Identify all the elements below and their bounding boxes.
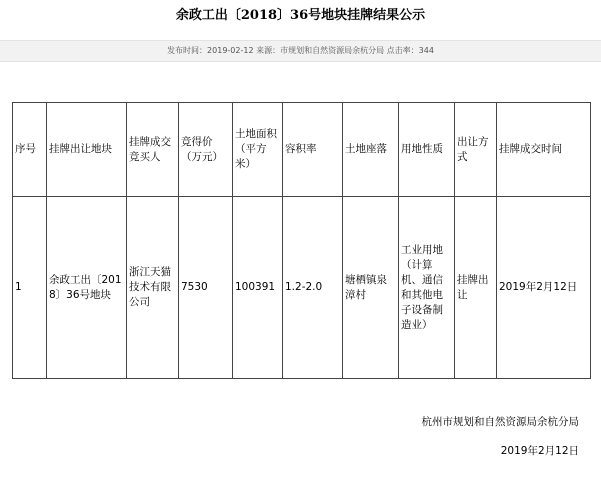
cell-location: 塘栖镇泉漳村 — [343, 197, 399, 379]
cell-use: 工业用地（计算机、通信和其他电子设备制造业） — [399, 197, 455, 379]
cell-price: 7530 — [179, 197, 233, 379]
cell-date: 2019年2月12日 — [497, 197, 591, 379]
results-table — [12, 102, 591, 379]
cell-parcel: 余政工出〔2018〕36号地块 — [47, 197, 127, 379]
col-header-method: 出让方式 — [455, 103, 497, 197]
col-header-date: 挂牌成交时间 — [497, 103, 591, 197]
col-header-far: 容积率 — [283, 103, 343, 197]
publish-meta: 发布时间：2019-02-12 来源：市规划和自然资源局余杭分局 点击率：344 — [0, 40, 601, 62]
page-title: 余政工出〔2018〕36号地块挂牌结果公示 — [175, 8, 426, 23]
col-header-parcel: 挂牌出让地块 — [47, 103, 127, 197]
cell-method: 挂牌出让 — [455, 197, 497, 379]
cell-buyer: 浙江天猫技术有限公司 — [127, 197, 179, 379]
cell-far: 1.2-2.0 — [283, 197, 343, 379]
issuing-organization: 杭州市规划和自然资源局余杭分局 — [421, 416, 579, 428]
col-header-location: 土地座落 — [343, 103, 399, 197]
table-header-row — [13, 103, 591, 197]
issue-date: 2019年2月12日 — [500, 445, 579, 457]
col-header-area: 土地面积（平方米） — [233, 103, 283, 197]
col-header-price: 竞得价（万元） — [179, 103, 233, 197]
col-header-no: 序号 — [13, 103, 47, 197]
col-header-buyer: 挂牌成交竞买人 — [127, 103, 179, 197]
cell-no: 1 — [13, 197, 47, 379]
cell-area: 100391 — [233, 197, 283, 379]
col-header-use: 用地性质 — [399, 103, 455, 197]
table-row — [13, 197, 591, 379]
